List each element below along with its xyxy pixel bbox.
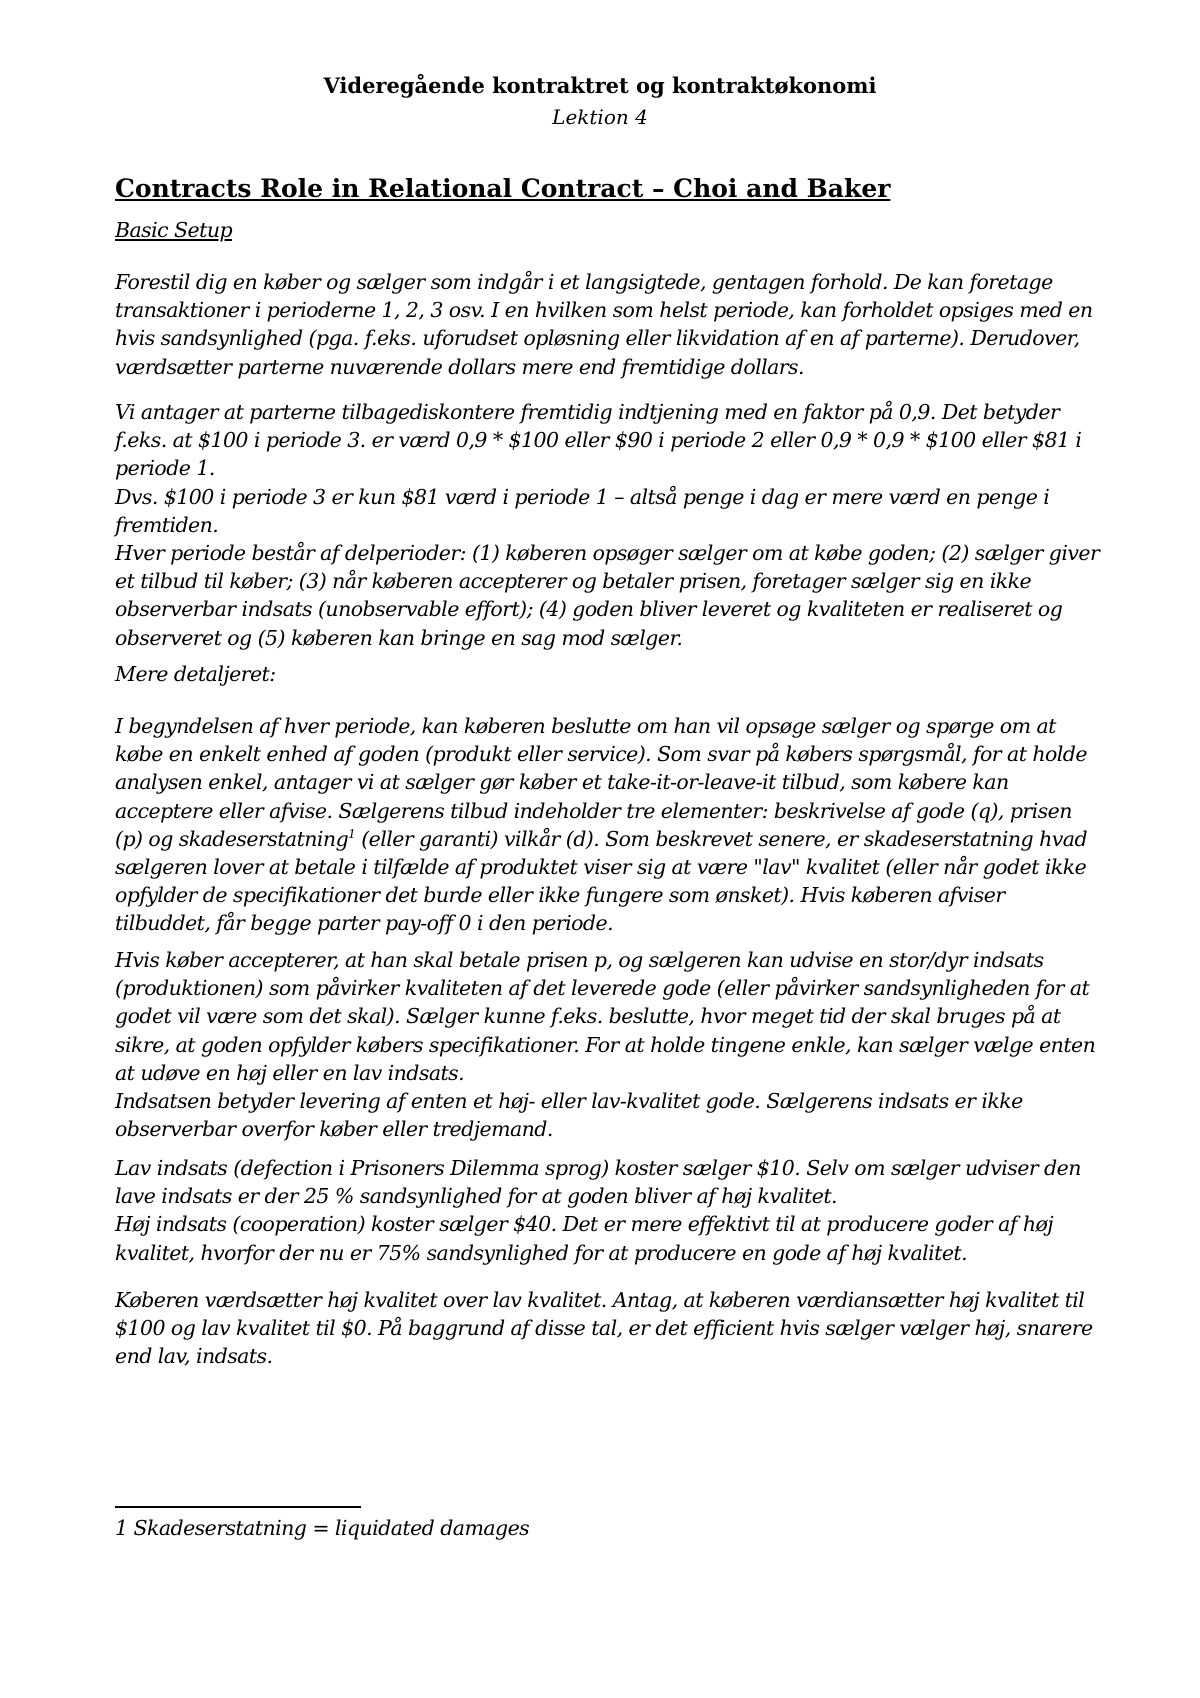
section-title: Contracts Role in Relational Contract – Choi and Baker (115, 174, 891, 203)
paragraph-2 (115, 398, 1100, 652)
paragraph-text (115, 712, 1100, 938)
lesson-subtitle: Lektion 4 (552, 105, 648, 129)
paragraph-text: Forestil dig en køber og sælger som indgår i et langsigtede, gentagen forhold. De kan foretage transaktioner i perioderne 1, 2, 3 osv. I en hvilken som helst periode, kan forholdet opsiges med en hvis sandsynlighed (pga. f.eks. uforudset opløsning eller likvidation af en af parterne). Derudover, værdsætter parterne nuværende dollars mere end fremtidige dollars. (115, 270, 1093, 379)
paragraph-text-part: I begyndelsen af hver periode, kan køberen beslutte om han vil opsøge sælger og spørge om at købe en enkelt enhed af goden (produkt eller service). Som svar på købers spørgsmål, for at holde analysen enkel, antager vi at sælger gør køber et take-it-or-leave-it tilbud, som købere kan acceptere eller afvise. Sælgerens tilbud indeholder tre elementer: beskrivelse af gode (q), prisen (p) og skadeserstatning (115, 714, 1087, 851)
document-title: Videregående kontraktret og kontraktøkonomi (323, 73, 877, 98)
paragraph-text: Hver periode består af delperioder: (1) køberen opsøger sælger om at købe goden; (2) sælger giver et tilbud til køber; (3) når køberen accepterer og betaler prisen, foretager sælger sig en ikke observerbar indsats (unobservable effort); (4) goden bliver leveret og kvaliteten er realiseret og observeret og (5) køberen kan bringe en sag mod sælger. (115, 541, 1100, 650)
paragraph-text-part: (eller garanti) vilkår (d). Som beskrevet senere, er skadeserstatning hvad sælgeren lover at betale i tilfælde af produktet viser sig at være "lav" kvalitet (eller når godet ikke opfylder de specifikationer det burde eller ikke fungere som ønsket). Hvis køberen afviser tilbuddet, får begge parter pay-off 0 i den periode. (115, 826, 1088, 936)
subheading-text: Basic Setup (115, 218, 233, 242)
paragraph-1 (115, 268, 1100, 381)
paragraph-4 (115, 712, 1100, 938)
paragraph-3 (115, 660, 1100, 688)
paragraph-text: Dvs. $100 i periode 3 er kun $81 værd i periode 1 – altså penge i dag er mere værd en penge i fremtiden. (115, 484, 1050, 537)
footnote-divider (115, 1506, 361, 1508)
paragraph-text: Køberen værdsætter høj kvalitet over lav kvalitet. Antag, at køberen værdiansætter høj kvalitet til $100 og lav kvalitet til $0. På baggrund af disse tal, er det efficient hvis sælger vælger høj, snarere end lav, indsats. (115, 1288, 1093, 1369)
paragraph-text: Høj indsats (cooperation) koster sælger $40. Det er mere effektivt til at producere goder af høj kvalitet, hvorfor der nu er 75% sandsynlighed for at producere en gode af høj kvalitet. (115, 1212, 1054, 1265)
paragraph-text: Mere detaljeret: (115, 662, 276, 686)
paragraph-5 (115, 946, 1100, 1143)
subheading-basic-setup (115, 216, 1100, 244)
paragraph-text: Lav indsats (defection i Prisoners Dilemma sprog) koster sælger $10. Selv om sælger udviser den lave indsats er der 25 % sandsynlighed for at goden bliver af høj kvalitet. (115, 1156, 1081, 1209)
footnote: 1 Skadeserstatning = liquidated damages (115, 1516, 530, 1540)
paragraph-7 (115, 1286, 1100, 1371)
paragraph-text: Vi antager at parterne tilbagediskontere fremtidig indtjening med en faktor på 0,9. Det betyder f.eks. at $100 i periode 3. er værd 0,9 * $100 eller $90 i periode 2 eller 0,9 * 0,9 * $100 eller $81 i periode 1. (115, 400, 1082, 481)
footnote-reference[interactable]: 1 (348, 826, 356, 841)
paragraph-text: Hvis køber accepterer, at han skal betale prisen p, og sælgeren kan udvise en stor/dyr indsats (produktionen) som påvirker kvaliteten af det leverede gode (eller påvirker sandsynligheden for at godet vil være som det skal). Sælger kunne f.eks. beslutte, hvor meget tid der skal bruges på at sikre, at goden opfylder købers specifikationer. For at holde tingene enkle, kan sælger vælge enten at udøve en høj eller en lav indsats. (115, 948, 1096, 1085)
paragraph-text: Indsatsen betyder levering af enten et høj- eller lav-kvalitet gode. Sælgerens indsats er ikke observerbar overfor køber eller tredjemand. (115, 1089, 1023, 1142)
paragraph-6 (115, 1154, 1100, 1267)
